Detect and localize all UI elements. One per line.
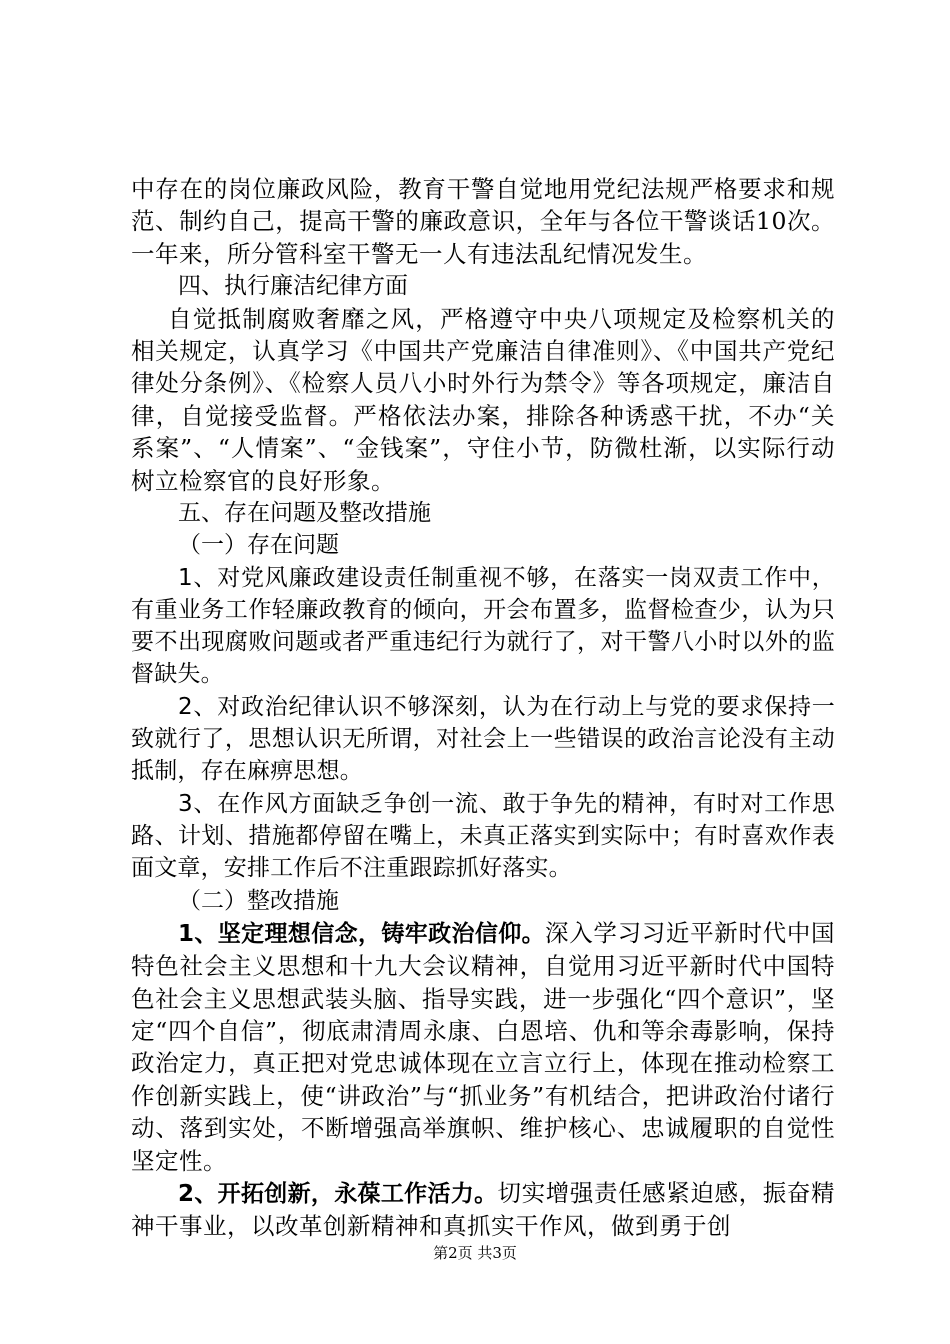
paragraph-problem-1: 1、对党风廉政建设责任制重视不够，在落实一岗双责工作中，有重业务工作轻廉政教育的倾向，开会布置多，监督检查少，认为只要不出现腐败问题或者严重违纪行为就行了，对干警八小时以外的监督缺失。 [131,564,835,688]
measure-2-lead: 2、开拓创新，永葆工作活力。 [178,1180,498,1207]
subheading-measures: （二）整改措施 [178,887,339,914]
paragraph-measure-2 [131,1177,835,1243]
paragraph-problem-2: 2、对政治纪律认识不够深刻，认为在行动上与党的要求保持一致就行了，思想认识无所谓，对社会上一些错误的政治言论没有主动抵制，存在麻痹思想。 [131,693,835,785]
measure-1-body: 深入学习习近平新时代中国特色社会主义思想和十九大会议精神，自觉用习近平新时代中国特色社会主义思想武装头脑、指导实践，进一步强化“四个意识”，坚定“四个自信”，彻底肃清周永康、白恩培、仇和等余毒影响，保持政治定力，真正把对党忠诚体现在立言立行上，体现在推动检察工作创新实践上，使“讲政治”与“抓业务”有机结合，把讲政治付诸行动、落到实处，不断增强高举旗帜、维护核心、忠诚履职的自觉性坚定性。 [131,918,835,1175]
paragraph-risk-education: 中存在的岗位廉政风险，教育干警自觉地用党纪法规严格要求和规范、制约自己，提高干警的廉政意识，全年与各位干警谈话10次。一年来，所分管科室干警无一人有违法乱纪情况发生。 [131,175,835,268]
page-number-footer: 第2页 共3页 [433,1244,517,1262]
measure-1-lead: 1、坚定理想信念，铸牢政治信仰。 [178,920,546,947]
subheading-problems: （一）存在问题 [178,532,339,559]
heading-section-4: 四、执行廉洁纪律方面 [178,273,408,300]
paragraph-measure-1 [131,917,835,1177]
heading-section-5: 五、存在问题及整改措施 [178,499,431,526]
paragraph-problem-3: 3、在作风方面缺乏争创一流、敢于争先的精神，有时对工作思路、计划、措施都停留在嘴上，未真正落实到实际中；有时喜欢作表面文章，安排工作后不注重跟踪抓好落实。 [131,790,835,882]
measure-2-body: 切实增强责任感紧迫感，振奋精神干事业，以改革创新精神和真抓实干作风，做到勇于创 [131,1178,836,1241]
paragraph-integrity-discipline: 自觉抵制腐败奢靡之风，严格遵守中央八项规定及检察机关的相关规定，认真学习《中国共产党廉洁自律准则》、《中国共产党纪律处分条例》、《检察人员八小时外行为禁令》等各项规定，廉洁自律，自觉接受监督。严格依法办案，排除各种诱惑干扰，不办“关系案”、“人情案”、“金钱案”，守住小节，防微杜渐，以实际行动树立检察官的良好形象。 [131,304,835,495]
document-body [131,173,835,1243]
